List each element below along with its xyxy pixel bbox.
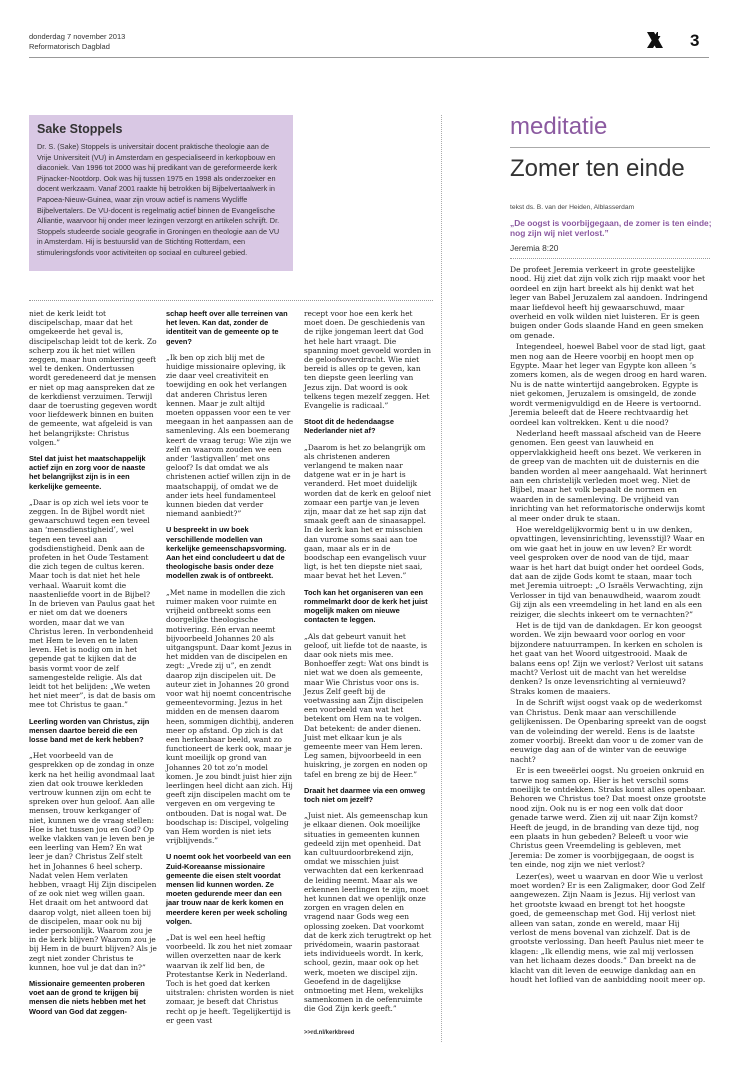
kicker-divider xyxy=(510,147,710,148)
profile-bio: Dr. S. (Sake) Stoppels is universitair docent praktische theologie aan de Vrije Universiteit (VU) in Amsterdam en gespecialiseerd in kerkopbouw en diaconiek. Van 1996 tot 2000 was hij predikant van de gereformeerde kerk Pijnacker-Nootdorp. Ook was hij tussen 1975 en 1998 als onderzoeker en docent werkzaam. Vanaf 2001 raakte hij betrokken bij Bijbelvertaalwerk in Papoea-Nieuw-Guinea, waar zijn vrouw actief is namens Wycliffe Bijbelvertalers. De VU-docent is regelmatig actief binnen de Evangelische Alliantie, waarvoor hij onder meer lezingen verzorgt en artikelen schrijft. Dr. Stoppels studeerde sociale geografie in Groningen en theologie aan de VU in Amsterdam. Hij is bestuurslid van de Stichting Rotterdam, een stimuleringsfonds voor activiteiten op sociaal en cultureel gebied. xyxy=(37,142,280,257)
interview-column-2 xyxy=(166,309,294,1032)
header-divider xyxy=(29,57,709,58)
meditatie-paragraph: Nederland heeft massaal afscheid van de Heere genomen. Een geest van lauwheid en oppervlakkigheid heeft ons bezet. We verkeren in de greep van de machten uit de duisternis en die banden worden al meer aangehaald. Wat herinnert aan een christelijk verleden moet weg. Niet de Bijbel, maar het volk bepaalt de normen en waarden in de samenleving. De vrijheid van inrichting van het reformatorische onderwijs komt al meer onder druk te staan. xyxy=(510,428,707,523)
article-title: Zomer ten einde xyxy=(510,155,685,182)
interview-paragraph: recept voor hoe een kerk het moet doen. De geschiedenis van de rijke jongeman leert dat God het hele hart vraagt. Die spanning moet gevoeld worden in de geloofsoverdracht. Wie niet bereid is alles op te geven, kan ten diepste geen leerling van Jezus zijn. Dat woord is ook telkens tegen mezelf zeggen. Het Evangelie is radicaal.” xyxy=(304,309,431,411)
interview-question: Toch kan het organiseren van een rommelmarkt door de kerk het juist mogelijk maken om nieuwe contacten te leggen. xyxy=(304,587,428,625)
interview-question: Missionaire gemeenten proberen voet aan de grond te krijgen bij mensen die niets hebben met het Woord van God dat zeggen- xyxy=(29,979,146,1016)
interview-question: schap heeft over alle terreinen van het leven. Kan dat, zonder de identiteit van de gemeente op te geven? xyxy=(166,309,288,346)
meditatie-body xyxy=(510,265,708,986)
profile-name: Sake Stoppels xyxy=(37,122,123,136)
interview-paragraph: „Daarom is het zo belangrijk om als christenen anderen verlangend te maken naar datgene wat er in je hart is veranderd. Het moet duidelijk worden dat de kerk en geloof niet zomaar een partje van je leven zijn, maar dat ze het sap zijn dat smaak geeft aan de sinaasappel. In de kerk kan het er misschien dan vurome soms saai aan toe gaan, maar als er in de boodschap een evangelisch vuur ligt, is het ten diepste niet saai, maar bevat het het Leven.” xyxy=(304,442,432,581)
bible-reference: Jeremia 8:20 xyxy=(510,243,559,253)
meditatie-paragraph: Lezer(es), weet u waarvan en door Wie u verlost moet worden? Er is een Zaligmaker, door God Zelf aangewezen. Zijn Naam is Jezus. Hij verlost van het grootste kwaad en brengt tot het hoogste goed, de gemeenschap met God. Hij verlost niet alleen van satan, zonde en wereld, maar Hij verlost de mens bovenal van zichzelf. Dat is de grootste verlossing. Dan heeft Paulus niet meer te klagen: „Ik ellendig mens, wie zal mij verlossen van het lichaam dezes doods.” Dan breekt na de klacht van dit leven de eeuwige dankdag aan en houdt het loflied van de aanbidding nooit meer op. xyxy=(510,871,706,985)
section-kicker: meditatie xyxy=(510,113,608,140)
page-number: 3 xyxy=(690,31,700,50)
column-divider xyxy=(441,115,442,1042)
interview-paragraph: „Met name in modellen die zich ruimer maken voor ruimte en vrijheid ontbreekt soms een doorgelijke theologische motivering. Eén ervan neemt bijvoorbeeld Johannes 20 als uitgangspunt. Daar komt Jezus in het midden van de discipelen en zegt: „Vrede zij u”, en zendt daarop zijn discipelen uit. De auteur ziet in Johannes 20 grond voor wat hij noemt concentrische gemeentevorming. Jezus in het midden en de mensen daarom heen, sommigen dichtbij, anderen meer op afstand. Op zich is dat een herkenbaar beeld, want zo functioneert de kerk ook, maar je kunt moeilijk op grond van Johannes 20 tot zo’n model komen. Je zou bindt juist hier zijn leerlingen heel dicht aan zich. Hij geeft zijn discipelen macht om te vergeven en om vergeving te ontbouden. Dat is nogal wat. De boodschap is: Discipel, volgeling van Hem worden is niet iets vrijblijvends.” xyxy=(166,587,294,846)
meditatie-paragraph: In de Schrift wijst oogst vaak op de wederkomst van Christus. Denk maar aan verschillende gelijkenissen. De Openbaring spreekt van de oogst van de voleinding der wereld. Eens is de laatste zomer voorbij. Breekt dan voor u de zomer van de eeuwige dag aan of de winter van de eeuwige nacht? xyxy=(510,698,707,764)
interview-paragraph: „Ik ben op zich blij met de huidige missionaire opleving, ik zie daar veel creativiteit en toewijding en ook het verlangen dat anderen Christus leren kennen. Maar je zult altijd moeten oppassen voor een te ver meegaan in het aanpassen aan de samenleving. Als een boemerang keert de vraag terug: Wie zijn we zelf en waarom zouden we een ander ‘lastigvallen’ met ons geloof? Is dat omdat we als christenen actief willen zijn in de maatschappij, of omdat we de ander iets heel fundamenteel kunnen bieden dat verder niemand aanbiedt?” xyxy=(166,352,294,519)
header-date: donderdag 7 november 2013 xyxy=(29,32,126,41)
profile-box xyxy=(29,115,293,271)
quote-divider xyxy=(510,258,710,259)
interview-question: Leerling worden van Christus, zijn mensen daartoe bereid die een losse band met de kerk hebben? xyxy=(29,716,150,744)
header-paper-name: Reformatorisch Dagblad xyxy=(29,42,110,51)
interview-question: Stoot dit de hedendaagse Nederlander niet af? xyxy=(304,417,394,436)
interview-question: Stel dat juist het maatschappelijk actief zijn en zorg voor de naaste het belangrijkst zijn is in een kerkelijke gemeente. xyxy=(29,454,146,491)
interview-question: U bespreekt in uw boek verschillende modellen van kerkelijke gemeenschapsvorming. Aan het eind concludeert u dat de theologische basis onder deze modellen zwak is of ontbreekt. xyxy=(166,525,287,581)
header-meta xyxy=(29,32,125,52)
interview-question: U noemt ook het voorbeeld van een Zuid-Koreaanse missionaire gemeente die eisen stelt voordat mensen lid kunnen worden. Ze moeten gedurende meer dan een jaar trouw naar de kerk komen en meerdere keren per week scholing volgen. xyxy=(166,852,291,926)
interview-column-1 xyxy=(29,309,157,1023)
meditatie-paragraph: Het is de tijd van de dankdagen. Er kon geoogst worden. We zijn bewaard voor oorlog en voor bijzondere natuurrampen. In kerken en scholen is het gaat van het Woord uitgestrooid. Maak de balans eens op! Zijn we verlost? Verlost uit satans macht? Verlost uit de macht van het wereldse denken? Is onze levensrichting al vernieuwd? Straks komen de maaiers. xyxy=(510,621,704,696)
interview-question: Draait het daarmee via een omweg toch niet om jezelf? xyxy=(304,785,426,804)
meditatie-paragraph: Hoe wereldgelijkvormig bent u in uw denken, opvattingen, levensinrichting, levensstijl? Waar en om wie gaat het in jouw en uw leven? Er wordt veel gesproken over de nood van de tijd, maar waar is het hart dat buigt onder het oordeel Gods, dat aan de zijde Gods komt te staan, maar toch met Jeremia uitroept: „O Israëls Verwachting, zijn Verlosser in tijd van benauwdheid, waarom zoudt Gij zijn als een vreemdeling in het land en als een reiziger, die slechts inkeert om te vernachten?” xyxy=(510,524,705,619)
interview-column-3 xyxy=(304,309,432,1021)
article-author: tekst ds. B. van der Heiden, Alblasserdam xyxy=(510,204,635,211)
interview-top-divider xyxy=(29,300,433,301)
interview-paragraph: „Daar is op zich wel iets voor te zeggen. In de Bijbel wordt niet gewaarschuwd tegen een teveel aan ‘mensdienstigheid’, wel tegen een teveel aan godsdienstigheid. Denk aan de profeten in het Oude Testament die zich tegen de cultus keren. Maar toch is dat niet het hele verhaal. Waaruit komt die naastenliefde voort in de Bijbel? In de brieven van Paulus gaat het er niet om dat we doeners worden, maar dat we van Christus leren. In verbondenheid met Hem te leven en te laten leven. Het is nodig om in het gepende gat te kijken dat de basis vormt voor de zelf samengestelde religie. Als dat leidt tot het belijden: „We weten het niet meer”, is dat de basis om mee tot Christus te gaan.” xyxy=(29,497,156,710)
meditatie-paragraph: Er is een tweeërlei oogst. Nu groeien onkruid en tarwe nog samen op. Hier is het verschil soms moeilijk te ontdekken. Straks komt alles openbaar. Behoren we Christus toe? Dat moest onze grootste nood zijn. Ook nu is er nog een volk dat door genade tarwe werd. Zien zij uit naar Zijn komst? Heeft de jeugd, in de branding van deze tijd, nog een plaats in hun gebeden? Beleeft u voor wie Christus geen Vreemdeling is gebleven, met Jeremia: De zomer is voorbijgegaan, de oogst is ten einde, nog zijn we niet verlost? xyxy=(510,766,707,870)
meditatie-paragraph: De profeet Jeremia verkeert in grote geestelijke nood. Hij ziet dat zijn volk zich rijp maakt voor het oordeel en zijn hart breekt als hij denkt wat het leger van Babel Jeruzalem zal aandoen. Indringend maar liefdevol heeft hij gewaarschuwd, maar overheid en volk wilden niet luisteren. Er is geen buigen onder Gods slaande Hand en geen smeken om genade. xyxy=(510,265,708,340)
bible-quote: „De oogst is voorbijgegaan, de zomer is ten einde; nog zijn wij niet verlost.” xyxy=(510,218,712,239)
interview-paragraph: „Dat is wel een heel heftig voorbeeld. Ik zou het niet zomaar willen overzetten naar de kerk waarvan ik zelf lid ben, de Protestantse Kerk in Nederland. Toch is het goed dat kerken uitstralen: christen worden is niet zomaar, je beseft dat Christus recht op je heeft. Tegelijkertijd is er geen vast xyxy=(166,933,294,1025)
meditatie-paragraph: Integendeel, hoewel Babel voor de stad ligt, gaat men nog aan de Heere voorbij en hoopt men op Egypte. Maar het leger van Egypte kon alleen ’s zomers komen, als de wegen droog en hard waren. Nu is de natte wintertijd aangebroken. Egypte is niet gekomen, Jeruzalem is omsingeld, de zonde wordt vermenigvuldigd en de Heere is vertoornd. Jeremia beleeft dat de Heere rechtvaardig het oordeel kan voltrekken. Kent u die nood? xyxy=(510,342,707,427)
interview-paragraph: „Het voorbeeld van de gesprekken op de zondag in onze kerk na het heilig avondmaal laat zien dat ook trouwe kerkleden vertrouw kunnen zijn om echt te spreken over hun geloof. Aan alle mensen, trouw kerkganger of niet, kunnen we de vraag stellen: Hoe is het tussen jou en God? Op welke vlakken van je leven ben je een leerling van Hem? En wat leer je dan? Christus Zelf stelt het in Johannes 6 heel scherp. Nadat velen Hem verlaten hebben, vraagt Hij Zijn discipelen of ze ook niet weg willen gaan. Het draait om het antwoord dat daarop volgt, niet alleen toen bij de discipelen, maar ook nu bij ieder persoonlijk. Waarom zou je in de kerk blijven? Waarom zou je bij Hem in de buurt blijven? Als je zegt niet zonder Christus te kunnen, hoe vul je dat dan in?” xyxy=(29,751,157,972)
interview-paragraph: „Juist niet. Als gemeenschap kun je elkaar dienen. Ook moeilijke situaties in gemeenten kunnen gedeeld zijn met openheid. Dat kan cultuurdoorbrekend zijn, omdat we misschien juist verwachten dat een kerkenraad de leiding neemt. Maar als we erkennen leerlingen te zijn, moet het kunnen dat we openlijk onze zorgen en vragen delen en vragend naar Gods weg een oplossing zoeken. Dat voorkomt dat de kerk zich terugtrekt op het privédomein, waarin pastoraat iets individueels wordt. In kerk, school, gezin, maar ook op het werk, moeten we discipel zijn. Geoefend in de dagelijkse ontmoeting met Hem, wekelijks samenkomen in de oefenruimte die God Zijn kerk geeft.” xyxy=(304,811,432,1014)
footer-link[interactable]: >>rd.nl/kerkbreed xyxy=(304,1030,355,1036)
rd-x-logo-icon xyxy=(645,30,665,50)
interview-paragraph: niet de kerk leidt tot discipelschap, maar dat het omgekeerde het geval is, discipelschap leidt tot de kerk. Zo scherp zou ik het niet willen zeggen, maar hun omkering geeft wel te denken. Ondertussen wordt geredeneerd dat je mensen er niet op mag aanspreken dat ze de kerkdienst verzuimen. Terwijl daar de toerusting gegeven wordt voor liefdewerk binnen en buiten de gemeente, wat afgeleid is van het belangrijkste: Christus volgen.” xyxy=(29,309,157,447)
interview-paragraph: „Als dat gebeurt vanuit het geloof, uit liefde tot de naaste, is daar ook niets mis mee. Bonhoeffer zegt: Wat ons bindt is niet wat we doen als gemeente, maar Wie Christus voor ons is. Jezus Zelf geeft bij de voetwassing aan Zijn discipelen een voorbeeld van wat het betekent om Hem na te volgen. Dat betekent: de ander dienen. Juist met elkaar kun je als gemeente meer van Hem leren. Leg samen, bijvoorbeeld in een huiskring, je zorgen en noden op tafel en breng ze bij de Heer.” xyxy=(304,631,429,779)
